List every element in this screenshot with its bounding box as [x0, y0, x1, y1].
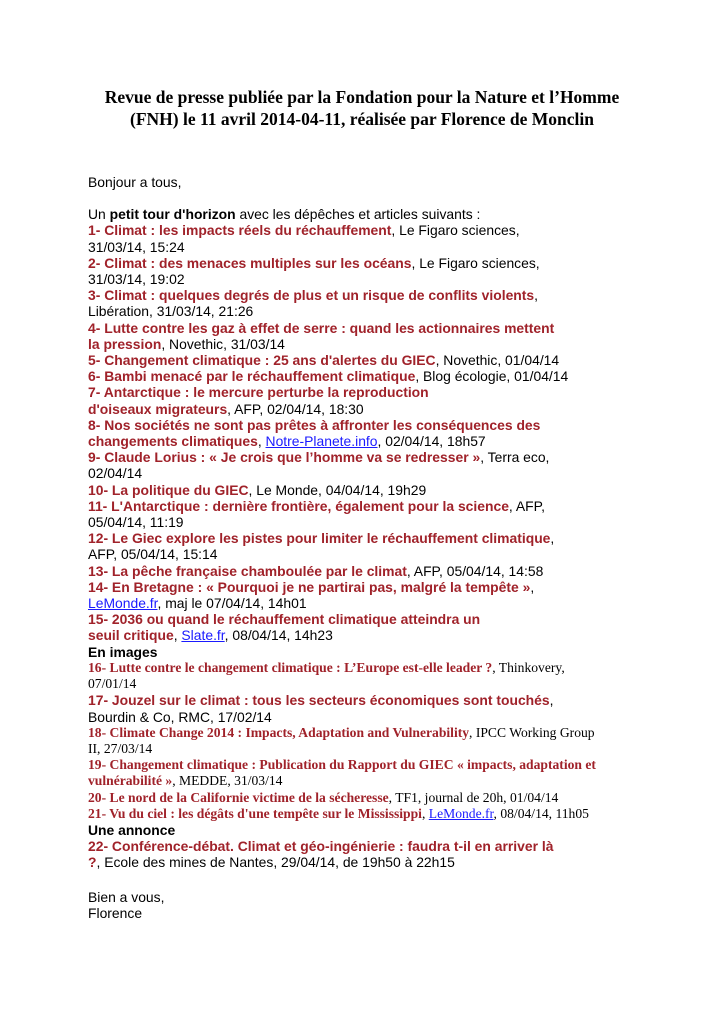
article-1-date: 31/03/14, 15:24	[88, 238, 185, 255]
article-4: la pression, Novethic, 31/03/14	[88, 335, 285, 352]
video-16-date: 07/01/14	[88, 676, 137, 692]
article-1: 1- Climat : les impacts réels du réchauffement, Le Figaro sciences,	[88, 222, 520, 239]
article-5: 5- Changement climatique : 25 ans d'alertes du GIEC, Novethic, 01/04/14	[88, 352, 560, 369]
article-4-title: 4- Lutte contre les gaz à effet de serre : quand les actionnaires mettent	[88, 319, 555, 336]
lemonde-link[interactable]: LeMonde.fr	[88, 595, 158, 612]
video-19: vulnérabilité », MEDDE, 31/03/14	[88, 773, 283, 789]
article-title: 2- Climat : des menaces multiples sur les océans	[88, 254, 412, 271]
closing-line: Bien a vous,	[88, 888, 165, 905]
article-2: 2- Climat : des menaces multiples sur les océans, Le Figaro sciences,	[88, 254, 540, 271]
video-21: 21- Vu du ciel : les dégâts d'une tempête sur le Mississippi, LeMonde.fr, 08/04/14, 11h05	[88, 805, 589, 821]
document-body	[88, 174, 688, 921]
article-title: 12- Le Giec explore les pistes pour limiter le réchauffement climatique	[88, 530, 551, 547]
article-11-date: 05/04/14, 11:19	[88, 514, 184, 531]
event-22: ?, Ecole des mines de Nantes, 29/04/14, de 19h50 à 22h15	[88, 854, 455, 871]
video-17: 17- Jouzel sur le climat : tous les secteurs économiques sont touchés,	[88, 692, 554, 709]
article-6: 6- Bambi menacé par le réchauffement climatique, Blog écologie, 01/04/14	[88, 368, 569, 385]
slate-link[interactable]: Slate.fr	[181, 627, 225, 644]
article-15-title: 15- 2036 ou quand le réchauffement climatique atteindra un	[88, 611, 481, 628]
intro-bold: petit tour d'horizon	[109, 206, 236, 223]
greeting: Bonjour a tous,	[88, 174, 182, 190]
article-title: 11- L'Antarctique : dernière frontière, également pour la science	[88, 497, 509, 514]
article-13: 13- La pêche française chamboulée par le climat, AFP, 05/04/14, 14:58	[88, 562, 544, 579]
article-title: 9- Claude Lorius : « Je crois que l’homme va se redresser »	[88, 449, 481, 466]
article-12-date: AFP, 05/04/14, 15:14	[88, 546, 218, 563]
article-title: 14- En Bretagne : « Pourquoi je ne partirai pas, malgré la tempête »	[88, 578, 531, 595]
section-annonce: Une annonce	[88, 821, 176, 838]
notre-planete-link[interactable]: Notre-Planete.info	[265, 433, 378, 450]
article-title: 13- La pêche française chamboulée par le climat	[88, 562, 407, 579]
article-title: 3- Climat : quelques degrés de plus et un risque de conflits violents	[88, 287, 535, 304]
article-title: 1- Climat : les impacts réels du réchauffement	[88, 222, 392, 239]
video-18-date: II, 27/03/14	[88, 740, 153, 756]
signature: Florence	[88, 904, 143, 921]
article-14: 14- En Bretagne : « Pourquoi je ne partirai pas, malgré la tempête »,	[88, 578, 535, 595]
article-15: seuil critique, Slate.fr, 08/04/14, 14h23	[88, 627, 333, 644]
article-12: 12- Le Giec explore les pistes pour limiter le réchauffement climatique,	[88, 530, 555, 547]
title-line-1: Revue de presse publiée par la Fondation pour la Nature et l’Homme	[104, 87, 620, 107]
article-9: 9- Claude Lorius : « Je crois que l’homme va se redresser », Terra eco,	[88, 449, 550, 466]
article-3: 3- Climat : quelques degrés de plus et un risque de conflits violents,	[88, 287, 538, 304]
article-9-date: 02/04/14	[88, 465, 143, 482]
article-title: 6- Bambi menacé par le réchauffement climatique	[88, 368, 416, 385]
video-19-title: 19- Changement climatique : Publication du Rapport du GIEC « impacts, adaptation et	[88, 757, 596, 773]
section-en-images: En images	[88, 643, 158, 660]
article-3-date: Libération, 31/03/14, 21:26	[88, 303, 254, 320]
lemonde-link-2[interactable]: LeMonde.fr	[428, 805, 494, 821]
article-7-title: 7- Antarctique : le mercure perturbe la reproduction	[88, 384, 429, 401]
article-8-title: 8- Nos sociétés ne sont pas prêtes à affronter les conséquences des	[88, 416, 541, 433]
video-18: 18- Climate Change 2014 : Impacts, Adaptation and Vulnerability, IPCC Working Group	[88, 724, 595, 740]
article-7: d'oiseaux migrateurs, AFP, 02/04/14, 18:30	[88, 400, 364, 417]
video-20: 20- Le nord de la Californie victime de la sécheresse, TF1, journal de 20h, 01/04/14	[88, 789, 559, 805]
article-11: 11- L'Antarctique : dernière frontière, également pour la science, AFP,	[88, 497, 545, 514]
video-17-date: Bourdin & Co, RMC, 17/02/14	[88, 708, 272, 725]
intro: Un petit tour d'horizon avec les dépêches et articles suivants :	[88, 206, 481, 223]
article-8: changements climatiques, Notre-Planete.info, 02/04/14, 18h57	[88, 433, 486, 450]
video-16: 16- Lutte contre le changement climatique : L’Europe est-elle leader ?, Thinkovery,	[88, 659, 565, 675]
article-14-source: LeMonde.fr, maj le 07/04/14, 14h01	[88, 595, 307, 612]
event-22-title: 22- Conférence-débat. Climat et géo-ingénierie : faudra t-il en arriver là	[88, 838, 554, 855]
article-title: 10- La politique du GIEC	[88, 481, 249, 498]
article-10: 10- La politique du GIEC, Le Monde, 04/04/14, 19h29	[88, 481, 427, 498]
article-2-date: 31/03/14, 19:02	[88, 271, 185, 288]
document-title	[60, 86, 664, 130]
article-title: 5- Changement climatique : 25 ans d'alertes du GIEC	[88, 352, 436, 369]
title-line-2: (FNH) le 11 avril 2014-04-11, réalisée par Florence de Monclin	[130, 109, 594, 129]
